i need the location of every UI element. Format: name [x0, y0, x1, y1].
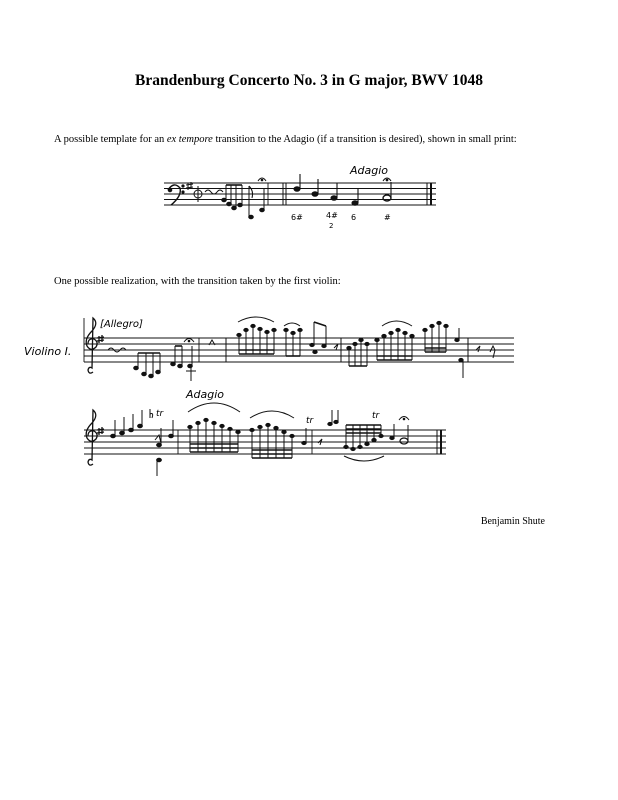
violin-sixteenth-runs-1	[237, 317, 341, 362]
figure-4sharp: 4#	[326, 211, 338, 220]
trill-3: tr	[372, 411, 380, 421]
figure-2: 2	[329, 222, 334, 230]
author-name: Benjamin Shute	[480, 516, 545, 527]
instrument-label: Violino I.	[24, 345, 72, 358]
intro-text-before: A possible template for an	[54, 134, 167, 145]
realization-paragraph: One possible realization, with the transition taken by the first violin:	[54, 276, 341, 287]
bass-tempo-marking: Adagio	[350, 164, 389, 177]
allegro-marking: [Allegro]	[100, 319, 143, 330]
violin-transition-notes	[108, 338, 226, 381]
treble-clef-2	[86, 410, 104, 465]
bass-clef	[168, 185, 184, 205]
trill-2: tr	[306, 416, 314, 426]
intro-text-after: transition to the Adagio (if a transition is desired), shown in small print:	[212, 134, 517, 145]
adagio-marking: Adagio	[186, 388, 225, 401]
violin-sixteenth-runs-2	[347, 321, 495, 378]
bass-key-time	[186, 182, 202, 202]
bass-main-notes	[294, 174, 391, 205]
page-title: Brandenburg Concerto No. 3 in G major, BWV 1048	[135, 72, 483, 89]
figure-6: 6	[351, 213, 357, 222]
bass-small-notes	[205, 178, 268, 219]
trill-1: tr	[156, 409, 164, 419]
figure-6sharp: 6#	[291, 213, 303, 222]
figure-sharp: #	[384, 213, 391, 222]
intro-emphasis: ex tempore	[166, 134, 213, 145]
violin-adagio-notes-1	[111, 409, 178, 476]
